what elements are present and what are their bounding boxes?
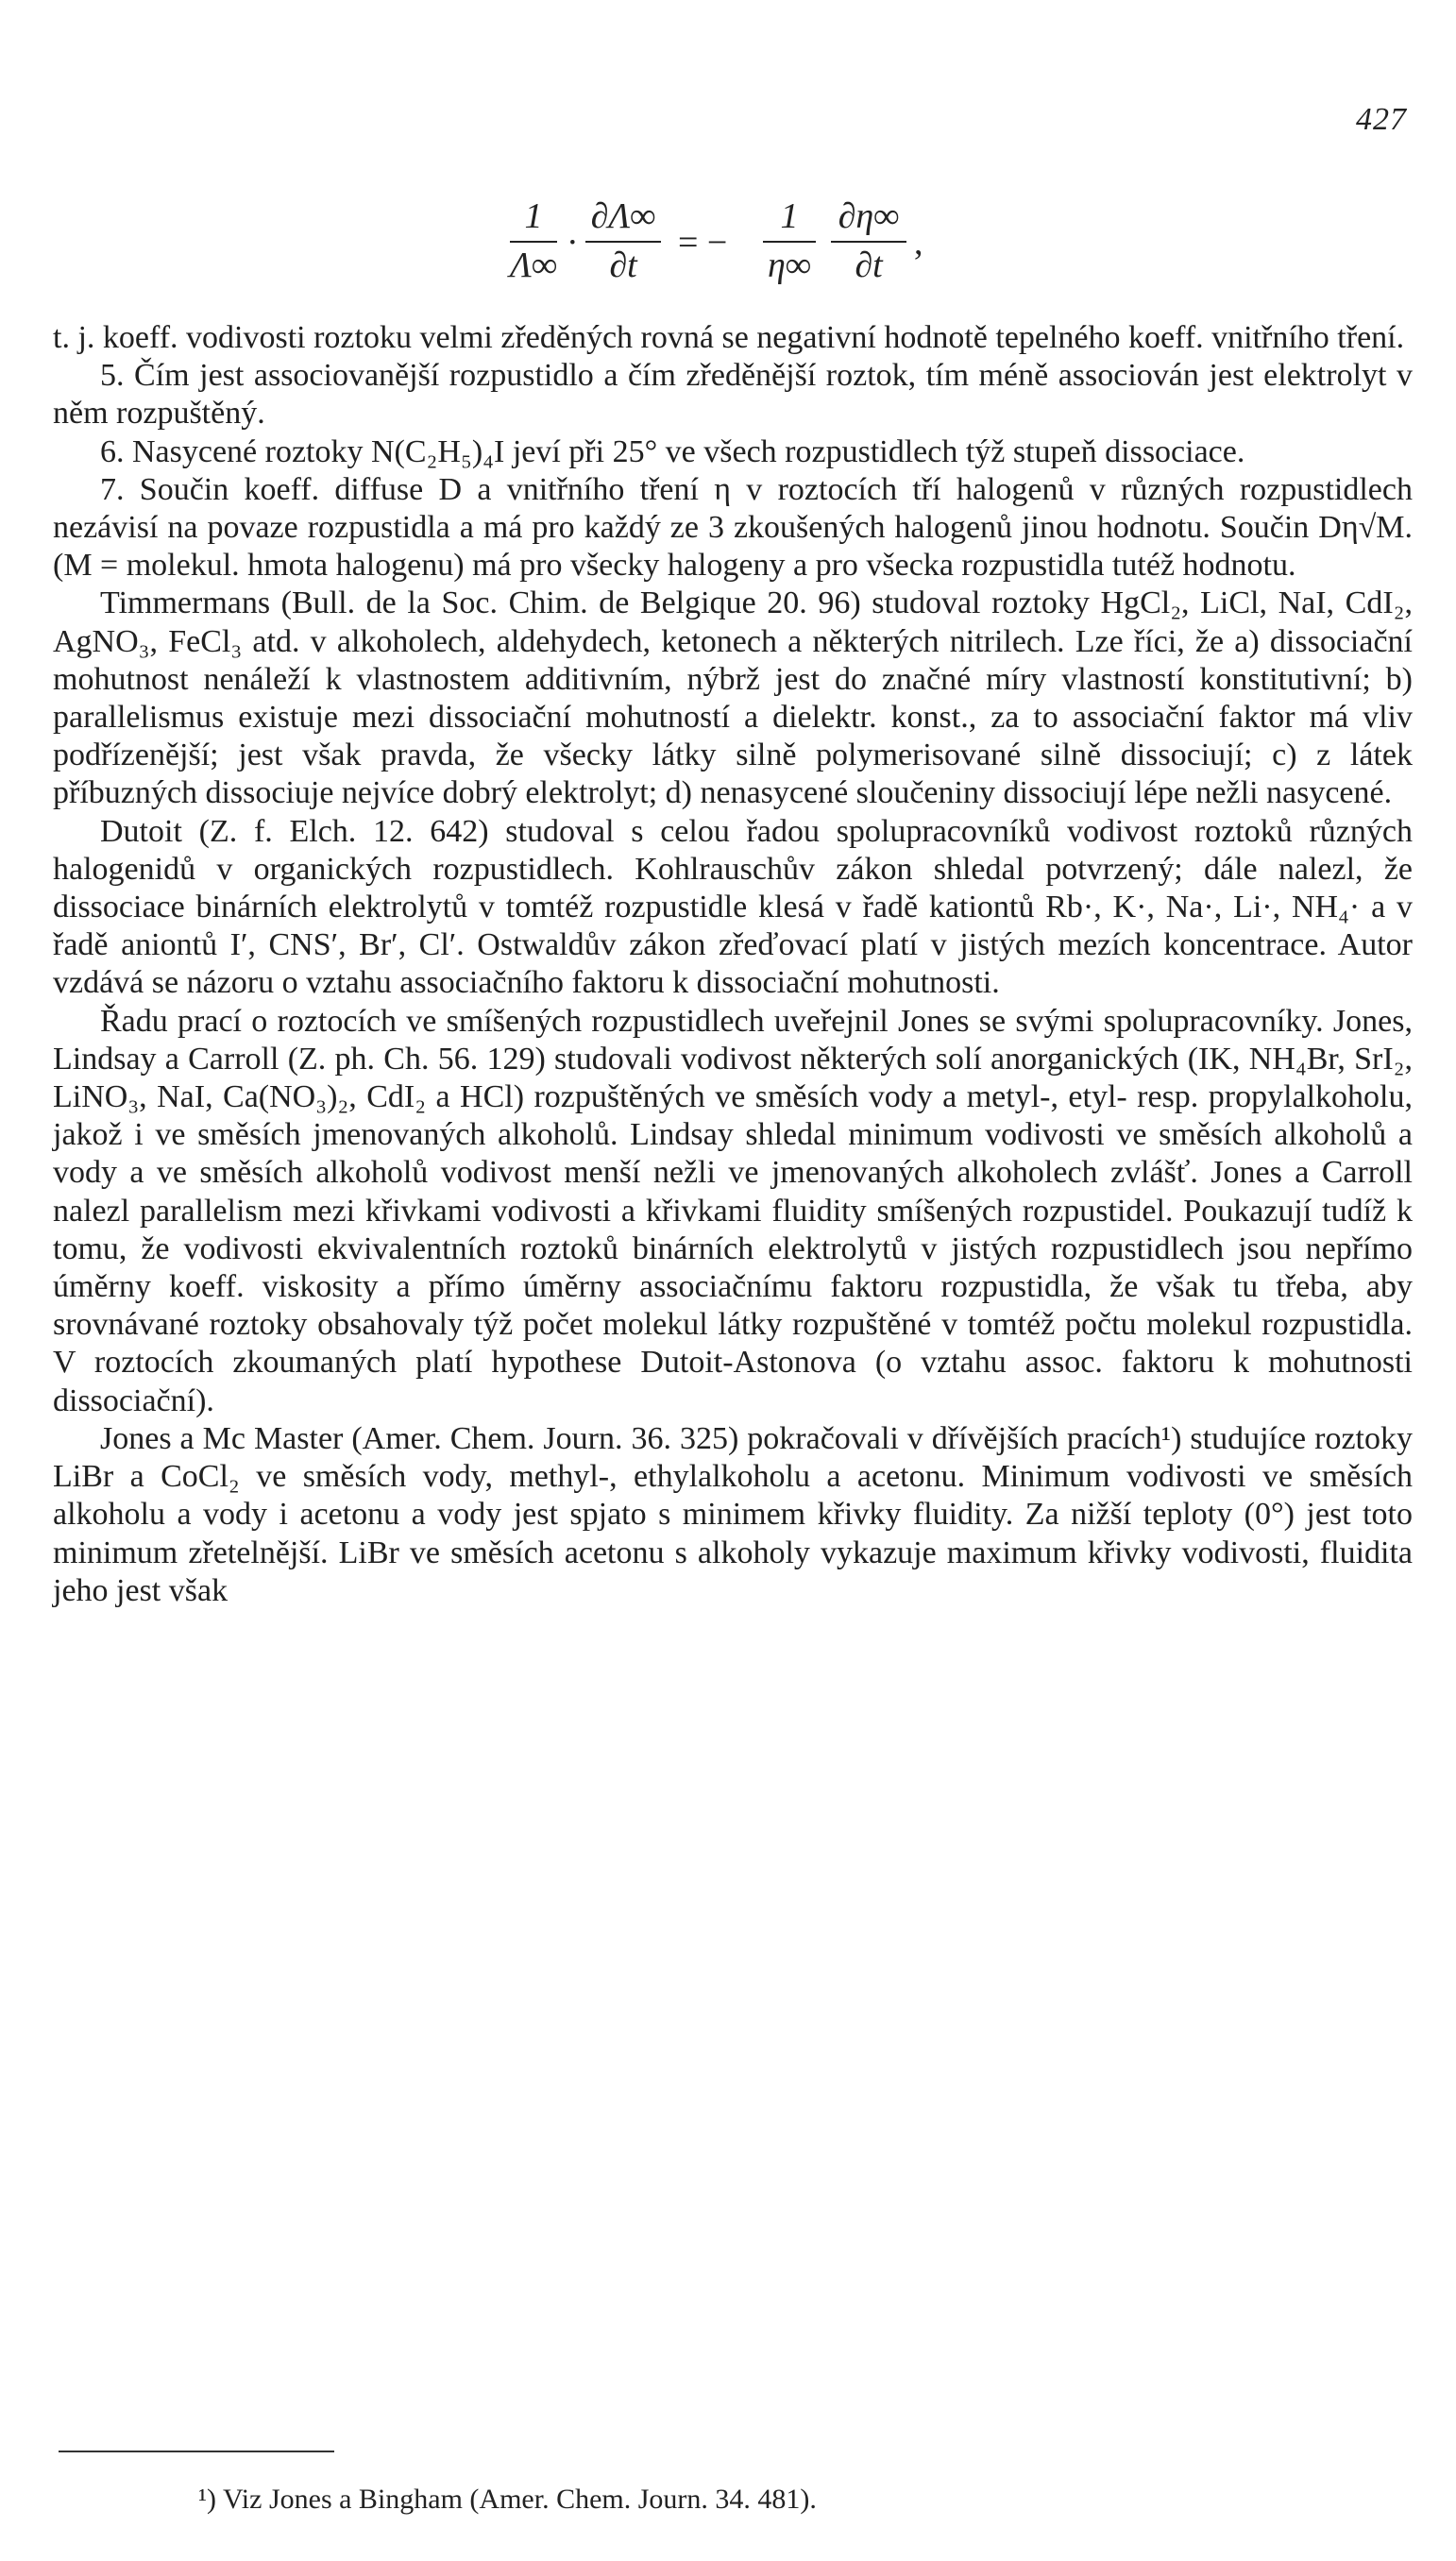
equation-fraction-4	[831, 194, 906, 288]
eq-den-1: Λ∞	[510, 246, 558, 285]
footnote-rule	[59, 2451, 334, 2452]
equation-fraction-3	[763, 194, 816, 288]
equation-fraction-1	[510, 194, 557, 288]
eq-dot: ·	[567, 223, 579, 263]
body-text	[53, 319, 1413, 1610]
equation	[510, 194, 1039, 297]
eq-num-4: ∂η∞	[838, 196, 900, 236]
paragraph-5: Timmermans (Bull. de la Soc. Chim. de Belgique 20. 96) studoval roztoky HgCl₂, LiCl, NaI, CdI₂, AgNO₃, FeCl₃ atd. v alkoholech, aldehydech, ketonech a některých nitrilech. Lze říci, že a) dissociační mohutnost nenáleží k vlastnostem additivním, nýbrž jest do značné míry vlastností konstitutivní; b) parallelismus existuje mezi dissociační mohutností a dielektr. konst., za to associační faktor má vliv podřízenější; jest však pravda, že všecky látky silně polymerisované silně dissociují; c) z látek příbuzných dissociuje nejvíce dobrý elektrolyt; d) nenasycené sloučeniny dissociují lépe nežli nasycené.	[53, 585, 1413, 811]
equation-fraction-2	[585, 194, 661, 288]
paragraph-4: 7. Součin koeff. diffuse D a vnitřního tření η v roztocích tří halogenů v různých rozpustidlech nezávisí na povaze rozpustidla a má pro každý ze 3 zkoušených halogenů jinou hodnotu. Součin Dη√M. (M = molekul. hmota halogenu) má pro všecky halogeny a pro všecka rozpustidla tutéž hodnotu.	[53, 471, 1413, 584]
paragraph-8: Jones a Mc Master (Amer. Chem. Journ. 36. 325) pokračovali v dřívějších pracích¹) studujíce roztoky LiBr a CoCl₂ ve směsích vody, methyl-, ethylalkoholu a acetonu. Minimum vodivosti ve směsích alkoholu a vody i acetonu a vody jest spjato s minimem křivky fluidity. Za nižší teploty (0°) jest toto minimum zřetelnější. LiBr ve směsích acetonu s alkoholy vykazuje maximum křivky vodivosti, fluidita jeho jest však	[53, 1420, 1413, 1608]
footnote: ¹) Viz Jones a Bingham (Amer. Chem. Journ. 34. 481).	[198, 2484, 817, 2515]
page-number: 427	[1356, 102, 1407, 137]
paragraph-3: 6. Nasycené roztoky N(C₂H₅)₄I jeví při 25° ve všech rozpustidlech týž stupeň dissociace.	[100, 433, 1245, 469]
eq-num-3: 1	[780, 196, 799, 236]
paragraph-2: 5. Čím jest associovanější rozpustidlo a čím zředěnější roztok, tím méně associován jest elektrolyt v něm rozpuštěný.	[53, 358, 1413, 432]
eq-num-2: ∂Λ∞	[590, 196, 656, 236]
eq-equals: = −	[678, 223, 728, 263]
eq-den-4: ∂t	[855, 246, 883, 285]
eq-den-2: ∂t	[609, 246, 637, 285]
paragraph-7: Řadu prací o roztocích ve smíšených rozpustidlech uveřejnil Jones se svými spolupracovníky. Jones, Lindsay a Carroll (Z. ph. Ch. 56. 129) studovali vodivost některých solí anorganických (IK, NH₄Br, SrI₂, LiNO₃, NaI, Ca(NO₃)₂, CdI₂ a HCl) rozpuštěných ve směsích vody a metyl-, etyl- resp. propylalkoholu, jakož i ve směsích jmenovaných alkoholů. Lindsay shledal minimum vodivosti ve směsích alkoholů a vody a ve směsích alkoholů vodivost menší nežli ve jmenovaných alkoholech zvlášť. Jones a Carroll nalezl parallelism mezi křivkami vodivosti a křivkami fluidity smíšených rozpustidel. Poukazují tudíž k tomu, že vodivosti ekvivalentních roztoků binárních elektrolytů v jistých rozpustidlech jsou nepřímo úměrny koeff. viskosity a přímo úměrny associačnímu faktoru rozpustidla, že však tu třeba, aby srovnávané roztoky obsahovaly týž počet molekul látky rozpuštěné v tomtéž počtu molekul rozpustidla. V roztocích zkoumaných platí hypothese Dutoit-Astonova (o vztahu assoc. faktoru k mohutnosti dissociační).	[53, 1003, 1413, 1418]
paragraph-6: Dutoit (Z. f. Elch. 12. 642) studoval s celou řadou spolupracovníků vodivost roztoků různých halogenidů v organických rozpustidlech. Kohlrauschův zákon shledal potvrzený; dále nalezl, že dissociace binárních elektrolytů v tomtéž rozpustidle klesá v řadě kationtů Rb·, K·, Na·, Li·, NH₄· a v řadě aniontů I′, CNS′, Br′, Cl′. Ostwaldův zákon zřeďovací platí v jistých mezích koncentrace. Autor vzdává se názoru o vztahu associačního faktoru k dissociační mohutnosti.	[53, 813, 1413, 1001]
eq-den-3: η∞	[768, 246, 811, 285]
paragraph-1: t. j. koeff. vodivosti roztoku velmi zředěných rovná se negativní hodnotě tepelného koeff. vnitřního tření.	[53, 320, 1405, 355]
eq-comma: ,	[914, 223, 923, 263]
eq-num-1: 1	[524, 196, 543, 236]
